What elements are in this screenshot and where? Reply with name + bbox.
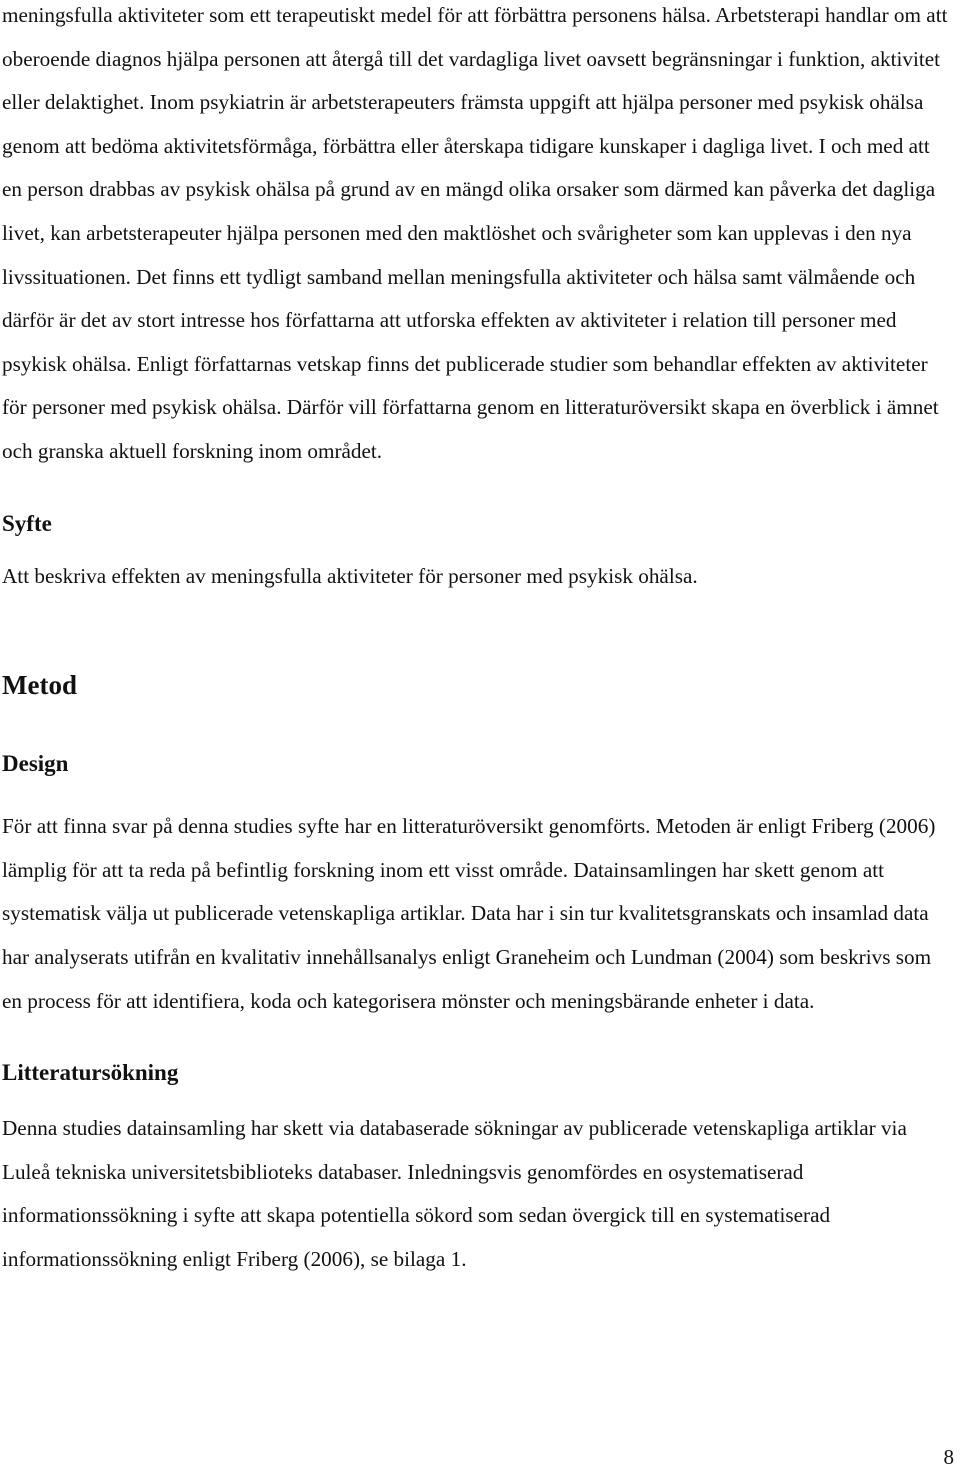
intro-paragraph: meningsfulla aktiviteter som ett terapeutiskt medel för att förbättra personens hälsa. Arbetsterapi handlar om att oberoende diagnos hjälpa personen att återgå till det vardagliga livet oavsett begränsningar i funktion, aktivitet eller delaktighet. Inom psykiatrin är arbetsterapeuters främsta uppgift att hjälpa personer med psykisk ohälsa genom att bedöma aktivitetsförmåga, förbättra eller återskapa tidigare kunskaper i dagliga livet. I och med att en person drabbas av psykisk ohälsa på grund av en mängd olika orsaker som därmed kan påverka det dagliga livet, kan arbetsterapeuter hjälpa personen med den maktlöshet och svårigheter som kan upplevas i den nya livssituationen. Det finns ett tydligt samband mellan meningsfulla aktiviteter och hälsa samt välmående och därför är det av stort intresse hos författarna att utforska effekten av aktiviteter i relation till personer med psykisk ohälsa. Enligt författarnas vetskap finns det publicerade studier som behandlar effekten av aktiviteter för personer med psykisk ohälsa. Därför vill författarna genom en litteraturöversikt skapa en överblick i ämnet och granska aktuell forskning inom området.	[2, 3, 948, 463]
syfte-paragraph: Att beskriva effekten av meningsfulla aktiviteter för personer med psykisk ohälsa.	[2, 563, 698, 588]
design-heading: Design	[2, 751, 69, 777]
document-page	[2, 0, 952, 1281]
page-number: 8	[943, 1445, 954, 1469]
litteratursokning-heading: Litteratursökning	[2, 1060, 179, 1086]
litteratursokning-paragraph: Denna studies datainsamling har skett via databaserade sökningar av publicerade vetenskapliga artiklar via Luleå tekniska universitetsbiblioteks databaser. Inledningsvis genomfördes en osystematiserad informationssökning i syfte att skapa potentiella sökord som sedan övergick till en systematiserad informationssökning enligt Friberg (2006), se bilaga 1.	[2, 1116, 907, 1271]
syfte-heading: Syfte	[2, 510, 52, 536]
design-paragraph: För att finna svar på denna studies syfte har en litteraturöversikt genomförts. Metoden är enligt Friberg (2006) lämplig för att ta reda på befintlig forskning inom ett visst område. Datainsamlingen har skett genom att systematisk välja ut publicerade vetenskapliga artiklar. Data har i sin tur kvalitetsgranskats och insamlad data har analyserats utifrån en kvalitativ innehållsanalys enligt Graneheim och Lundman (2004) som beskrivs som en process för att identifiera, koda och kategorisera mönster och meningsbärande enheter i data.	[2, 814, 936, 1013]
metod-heading: Metod	[2, 670, 77, 701]
